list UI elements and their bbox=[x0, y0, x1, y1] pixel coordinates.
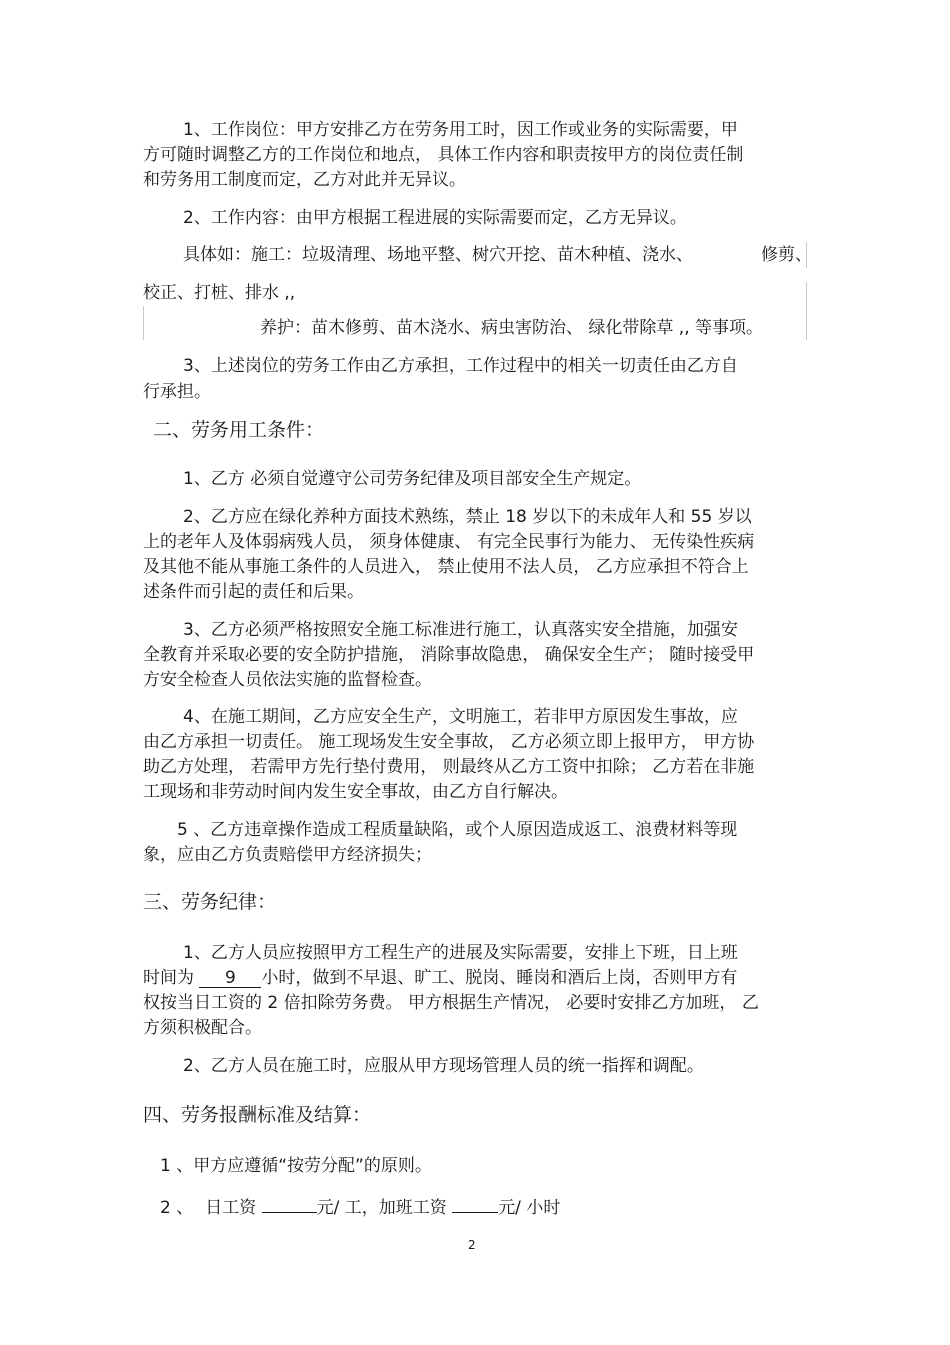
item3-line1: 3、上述岗位的劳务工作由乙方承担，工作过程中的相关一切责任由乙方自 bbox=[183, 356, 738, 376]
s4-item2-unit1: 元/ 工，加班工资 bbox=[316, 1198, 453, 1218]
box-rule-right-bottom bbox=[806, 282, 807, 340]
daily-wage-blank bbox=[262, 1192, 317, 1213]
s2-item2-line2: 上的老年人及体弱病残人员， 须身体健康、 有完全民事行为能力、 无传染性疾病 bbox=[143, 532, 755, 552]
s2-item4-line4: 工现场和非劳动时间内发生安全事故，由乙方自行解决。 bbox=[143, 782, 568, 802]
s2-item3-line1: 3、乙方必须严格按照安全施工标准进行施工，认真落实安全措施，加强安 bbox=[183, 620, 738, 640]
s4-item1-line1: 1 、甲方应遵循“按劳分配”的原则。 bbox=[160, 1156, 432, 1176]
s2-item4-line1: 4、在施工期间，乙方应安全生产，文明施工，若非甲方原因发生事故，应 bbox=[183, 707, 738, 727]
item2-line1: 2、工作内容：由甲方根据工程进展的实际需要而定，乙方无异议。 bbox=[183, 208, 687, 228]
s4-item2-pre: 日工资 bbox=[205, 1198, 262, 1218]
specific-line2: 校正、打桩、排水 ,, bbox=[143, 283, 296, 303]
item1-line3: 和劳务用工制度而定，乙方对此并无异议。 bbox=[143, 170, 466, 190]
s3-item1-line4: 方须积极配合。 bbox=[143, 1018, 262, 1038]
hours-blank: 9 bbox=[199, 967, 261, 988]
specific-line3: 养护：苗木修剪、苗木浇水、病虫害防治、 绿化带除草 ,, 等事项。 bbox=[260, 318, 764, 338]
s2-item5-line1: 5 、乙方违章操作造成工程质量缺陷，或个人原因造成返工、浪费材料等现 bbox=[177, 820, 738, 840]
specific-line1-end: 修剪、 bbox=[761, 245, 812, 265]
s3-item1-line2-pre: 时间为 bbox=[143, 968, 200, 988]
section2-heading: 二、劳务用工条件： bbox=[153, 419, 325, 441]
box-rule-left bbox=[143, 306, 144, 340]
specific-line1: 具体如：施工：垃圾清理、场地平整、树穴开挖、苗木种植、浇水、 bbox=[183, 245, 693, 265]
s2-item2-line4: 述条件而引起的责任和后果。 bbox=[143, 582, 364, 602]
s3-item1-line2-post: 小时，做到不早退、旷工、脱岗、睡岗和酒后上岗，否则甲方有 bbox=[261, 968, 738, 988]
s2-item3-line2: 全教育并采取必要的安全防护措施， 消除事故隐患， 确保安全生产； 随时接受甲 bbox=[143, 645, 755, 665]
s4-item2-line1 bbox=[160, 1192, 560, 1219]
s4-item2-num: 2 、 bbox=[160, 1198, 194, 1218]
s2-item2-line3: 及其他不能从事施工条件的人员进入， 禁止使用不法人员， 乙方应承担不符合上 bbox=[143, 557, 749, 577]
s3-item1-line3: 权按当日工资的 2 倍扣除劳务费。 甲方根据生产情况， 必要时安排乙方加班， 乙 bbox=[143, 993, 759, 1013]
s2-item4-line3: 助乙方处理， 若需甲方先行垫付费用， 则最终从乙方工资中扣除； 乙方若在非施 bbox=[143, 757, 755, 777]
s3-item2-line1: 2、乙方人员在施工时，应服从甲方现场管理人员的统一指挥和调配。 bbox=[183, 1056, 704, 1076]
s3-item1-line1: 1、乙方人员应按照甲方工程生产的进展及实际需要，安排上下班，日上班 bbox=[183, 943, 738, 963]
s2-item5-line2: 象，应由乙方负责赔偿甲方经济损失； bbox=[143, 845, 432, 865]
s2-item3-line3: 方安全检查人员依法实施的监督检查。 bbox=[143, 670, 432, 690]
section4-heading: 四、劳务报酬标准及结算： bbox=[143, 1104, 372, 1126]
s4-item2-unit2: 元/ 小时 bbox=[498, 1198, 561, 1218]
overtime-wage-blank bbox=[452, 1192, 498, 1213]
item3-line2: 行承担。 bbox=[143, 382, 211, 402]
s2-item2-line1: 2、乙方应在绿化养种方面技术熟练，禁止 18 岁以下的未成年人和 55 岁以 bbox=[183, 507, 752, 527]
section3-heading: 三、劳务纪律： bbox=[143, 891, 277, 913]
item1-line2: 方可随时调整乙方的工作岗位和地点， 具体工作内容和职责按甲方的岗位责任制 bbox=[143, 145, 744, 165]
item1-line1: 1、工作岗位：甲方安排乙方在劳务用工时，因工作或业务的实际需要，甲 bbox=[183, 120, 738, 140]
s2-item4-line2: 由乙方承担一切责任。 施工现场发生安全事故， 乙方必须立即上报甲方， 甲方协 bbox=[143, 732, 755, 752]
s2-item1-line1: 1、乙方 必须自觉遵守公司劳务纪律及项目部安全生产规定。 bbox=[183, 469, 642, 489]
page-number: 2 bbox=[468, 1238, 476, 1252]
s3-item1-line2 bbox=[143, 967, 737, 989]
